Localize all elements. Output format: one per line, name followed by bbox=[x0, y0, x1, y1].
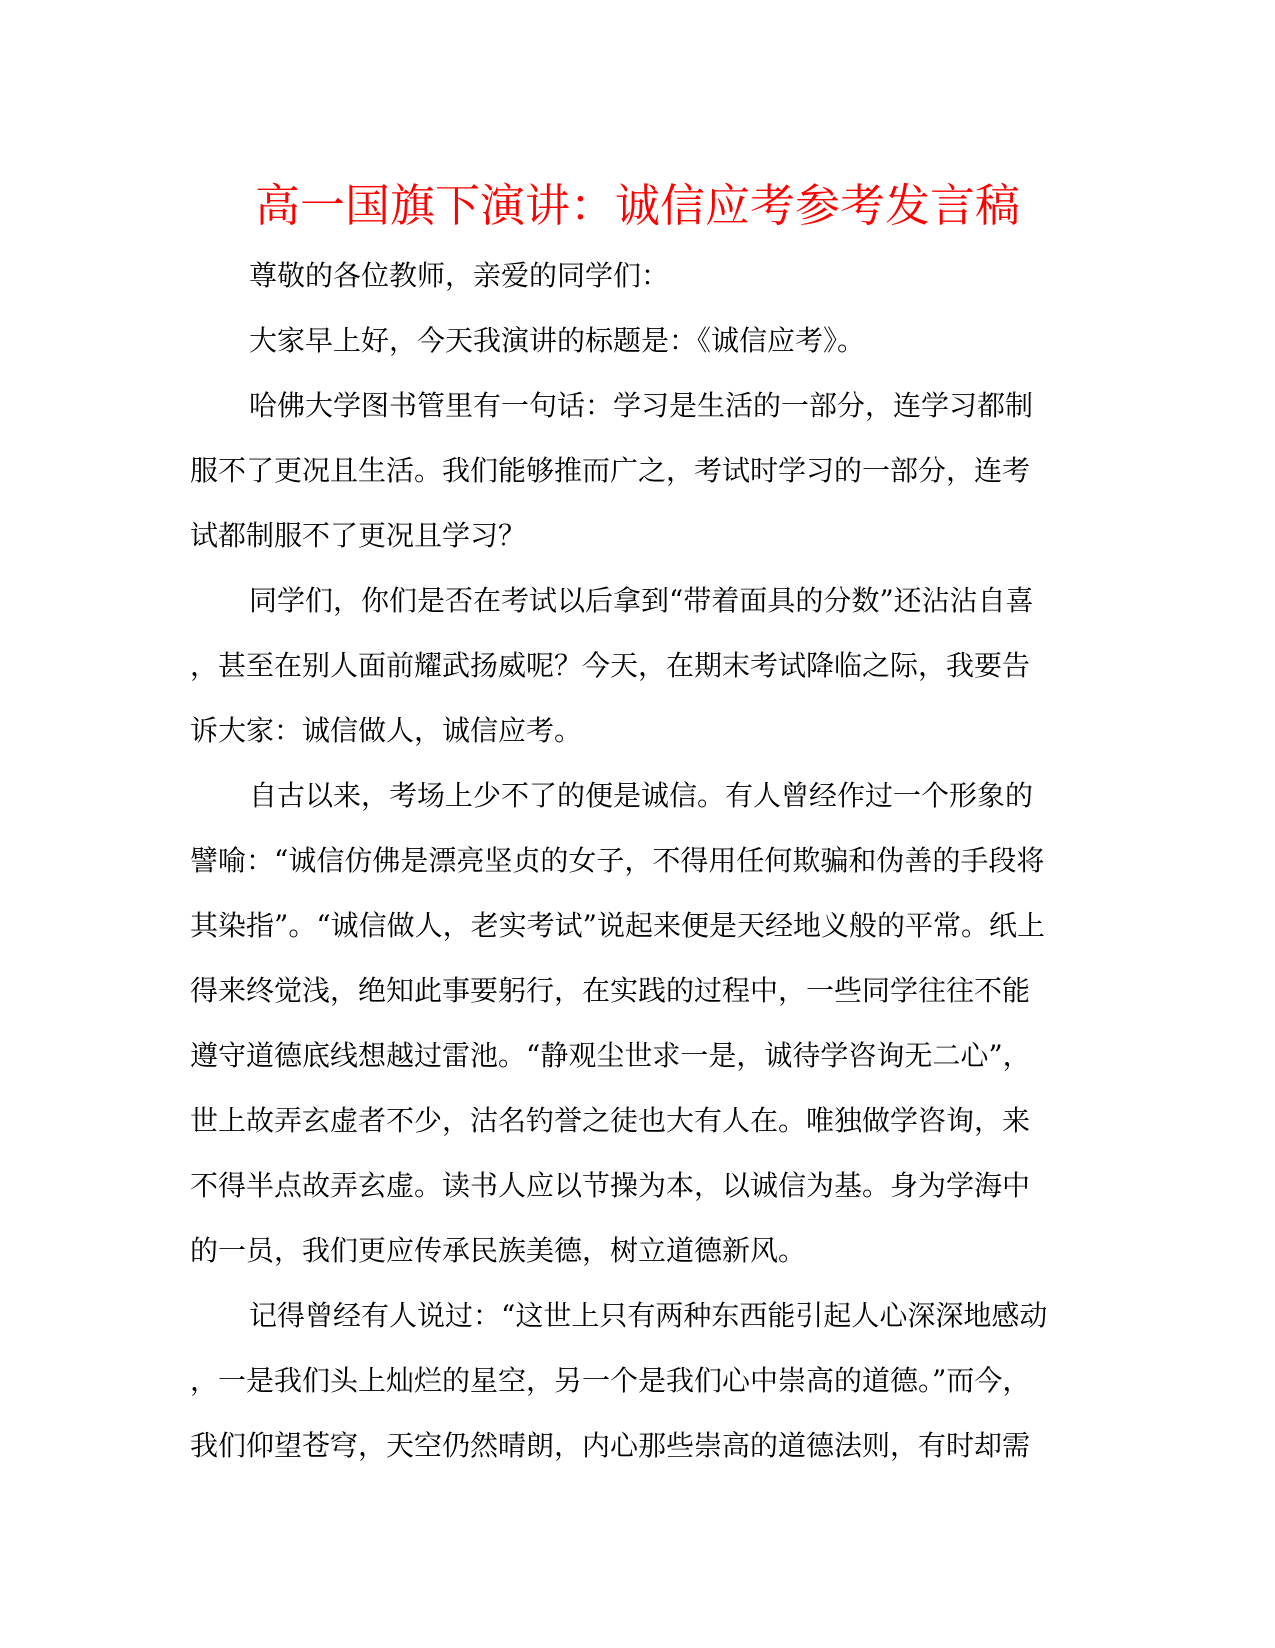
paragraph-line: 世上故弄玄虚者不少，沽名钓誉之徒也大有人在。唯独做学咨询，来 bbox=[190, 1104, 1031, 1137]
paragraph-line: 试都制服不了更况且学习？ bbox=[190, 519, 527, 552]
paragraph-line: 哈佛大学图书管里有一句话：学习是生活的一部分，连学习都制 bbox=[249, 389, 1034, 422]
paragraph-line: 自古以来，考场上少不了的便是诚信。有人曾经作过一个形象的 bbox=[249, 779, 1034, 812]
paragraph-line: 不得半点故弄玄虚。读书人应以节操为本，以诚信为基。身为学海中 bbox=[190, 1169, 1031, 1202]
paragraph-line: ，一是我们头上灿烂的星空，另一个是我们心中崇高的道德。”而今， bbox=[190, 1364, 1031, 1397]
document-body bbox=[190, 243, 1080, 1478]
paragraph-line: 我们仰望苍穹，天空仍然晴朗，内心那些崇高的道德法则，有时却需 bbox=[190, 1429, 1031, 1462]
paragraph-line: 得来终觉浅，绝知此事要躬行，在实践的过程中，一些同学往往不能 bbox=[190, 974, 1031, 1007]
paragraph-line: 大家早上好，今天我演讲的标题是：《诚信应考》。 bbox=[249, 324, 866, 357]
paragraph-line: 的一员，我们更应传承民族美德，树立道德新风。 bbox=[190, 1234, 807, 1267]
paragraph-line: 遵守道德底线想越过雷池。“静观尘世求一是，诚待学咨询无二心”， bbox=[190, 1039, 1031, 1072]
paragraph-line: 譬喻：“诚信仿佛是漂亮坚贞的女子，不得用任何欺骗和伪善的手段将 bbox=[190, 844, 1045, 877]
paragraph-line: 其染指”。“诚信做人，老实考试”说起来便是天经地义般的平常。纸上 bbox=[190, 909, 1045, 942]
paragraph-line: 尊敬的各位教师，亲爱的同学们： bbox=[249, 259, 670, 292]
paragraph-line: 服不了更况且生活。我们能够推而广之，考试时学习的一部分，连考 bbox=[190, 454, 1031, 487]
document-title: 高一国旗下演讲：诚信应考参考发言稿 bbox=[254, 179, 1020, 232]
paragraph-line: ，甚至在别人面前耀武扬威呢？今天，在期末考试降临之际，我要告 bbox=[190, 649, 1031, 682]
paragraph-line: 诉大家：诚信做人，诚信应考。 bbox=[190, 714, 583, 747]
paragraph-line: 同学们，你们是否在考试以后拿到“带着面具的分数”还沾沾自喜 bbox=[249, 584, 1034, 617]
paragraph-line: 记得曾经有人说过：“这世上只有两种东西能引起人心深深地感动 bbox=[249, 1299, 1048, 1332]
